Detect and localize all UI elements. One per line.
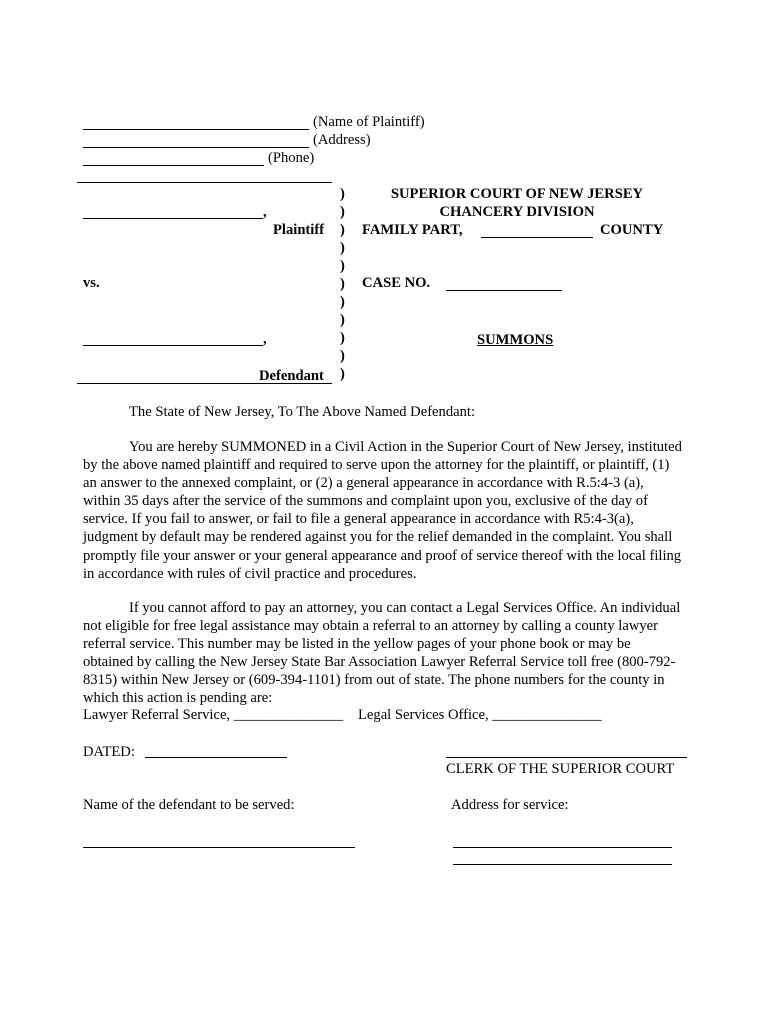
caption-paren: ) — [340, 240, 345, 256]
plaintiff-name-line[interactable] — [83, 129, 309, 130]
address-label: (Address) — [313, 132, 371, 148]
service-address-line-1[interactable] — [453, 847, 672, 848]
service-address-line-2[interactable] — [453, 864, 672, 865]
defendant-caption-line[interactable] — [83, 345, 263, 346]
lawyer-referral-label: Lawyer Referral Service, _______________ — [83, 707, 344, 723]
case-no-line[interactable] — [446, 290, 562, 291]
document-title: SUMMONS — [477, 332, 554, 348]
salutation: The State of New Jersey, To The Above Named Defendant: — [129, 404, 476, 420]
caption-top-line — [77, 182, 332, 183]
plaintiff-label: Plaintiff — [273, 222, 325, 238]
address-line[interactable] — [83, 147, 309, 148]
caption-paren: ) — [340, 294, 345, 310]
case-no-label: CASE NO. — [362, 275, 431, 291]
court-name-line1: SUPERIOR COURT OF NEW JERSEY — [390, 186, 644, 202]
clerk-label: CLERK OF THE SUPERIOR COURT — [446, 761, 675, 777]
family-part-label: FAMILY PART, — [362, 222, 463, 238]
plaintiff-caption-line[interactable] — [83, 218, 263, 219]
dated-label: DATED: — [83, 744, 135, 760]
vs-label: vs. — [83, 275, 100, 291]
phone-line[interactable] — [83, 165, 264, 166]
county-line[interactable] — [481, 237, 593, 238]
plaintiff-name-label: (Name of Plaintiff) — [313, 114, 425, 130]
caption-paren: ) — [340, 204, 345, 220]
caption-paren: ) — [340, 276, 345, 292]
defendant-name-label: Name of the defendant to be served: — [83, 797, 295, 813]
caption-paren: ) — [340, 366, 345, 382]
defendant-name-line[interactable] — [83, 847, 355, 848]
court-name-line2: CHANCERY DIVISION — [439, 204, 595, 220]
legal-services-label: Legal Services Office, _______________ — [358, 707, 602, 723]
dated-line[interactable] — [145, 757, 287, 758]
caption-paren: ) — [340, 222, 345, 238]
caption-paren: ) — [340, 312, 345, 328]
address-service-label: Address for service: — [451, 797, 569, 813]
county-label: COUNTY — [600, 222, 664, 238]
caption-paren: ) — [340, 186, 345, 202]
caption-paren: ) — [340, 330, 345, 346]
defendant-comma: , — [263, 331, 267, 347]
caption-paren: ) — [340, 258, 345, 274]
defendant-label: Defendant — [259, 368, 324, 384]
caption-paren: ) — [340, 348, 345, 364]
summons-paragraph: You are hereby SUMMONED in a Civil Action in the Superior Court of New Jersey, instituted by the above named plaintiff and required to serve upon the attorney for the plaintiff, or plaintiff, (1) an answer to the annexed complaint, or (2) a general appearance in accordance with R.5:4-3 (a), within 35 days after the service of the summons and complaint upon you, exclusive of the day of service. If you fail to answer, or fail to file a general appearance in accordance with R5:4-3(a), judgment by default may be rendered against you for the relief demanded in the complaint. You shall promptly file your answer or your general appearance and proof of service thereof with the local filing in accordance with rules of civil practice and procedures. — [83, 439, 682, 582]
clerk-signature-line[interactable] — [446, 757, 687, 758]
legal-services-paragraph: If you cannot afford to pay an attorney, you can contact a Legal Services Office. An individual not eligible for free legal assistance may obtain a referral to an attorney by calling a county lawyer referral service. This number may be listed in the yellow pages of your phone book or may be obtained by calling the New Jersey State Bar Association Lawyer Referral Service toll free (800-792-8315) within New Jersey or (609-394-1101) from out of state. The phone numbers for the county in which this action is pending are: — [83, 600, 681, 707]
phone-label: (Phone) — [268, 150, 315, 166]
plaintiff-comma: , — [263, 204, 267, 220]
